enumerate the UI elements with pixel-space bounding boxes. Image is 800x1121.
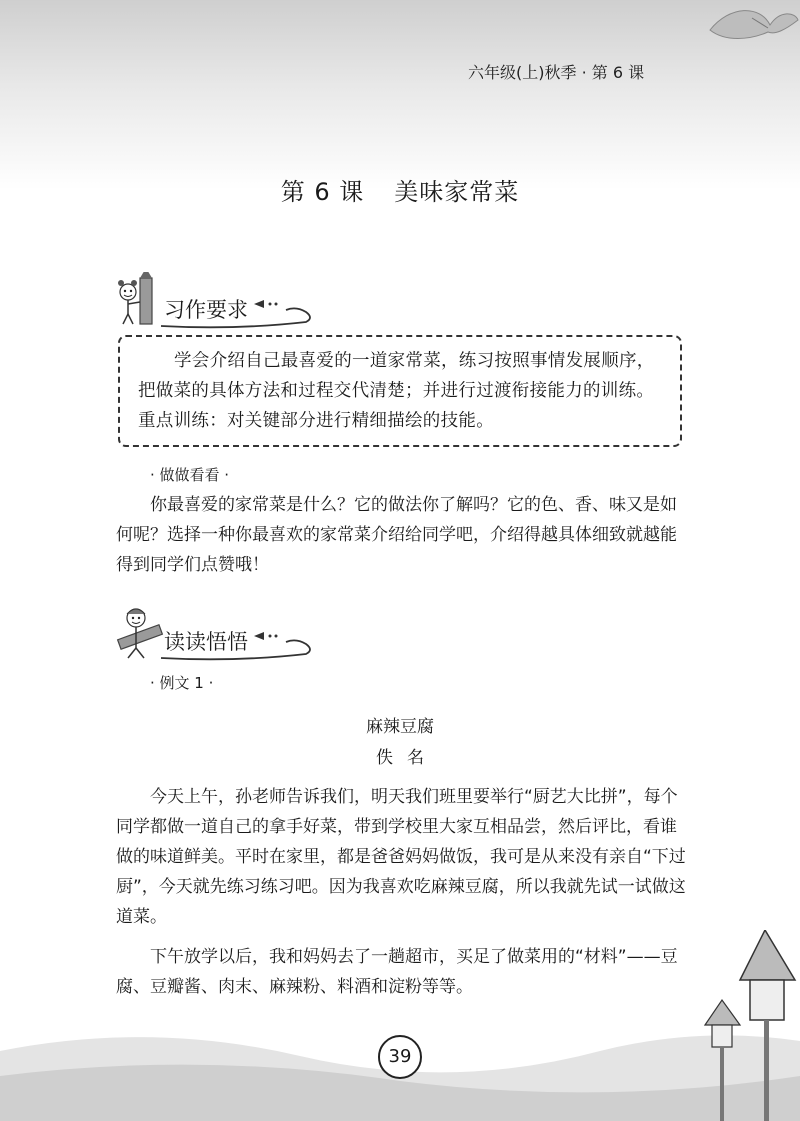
butterfly-icon — [690, 0, 800, 55]
essay-title: 麻辣豆腐 — [366, 717, 434, 737]
section-label-writing: 习作要求 — [164, 298, 248, 322]
essay-paragraph: 今天上午，孙老师告诉我们，明天我们班里要举行“厨艺大比拼”，每个同学都做一道自己的拿手好菜，带到学校里大家互相品尝，然后评比，看谁做的味道鲜美。平时在家里，都是爸爸妈妈做饭，我可是从来没有亲自“下过厨”，今天就先练习练习吧。因为我喜欢吃麻辣豆腐，所以我就先试一试做这道菜。 — [116, 787, 686, 927]
lesson-name: 美味家常菜 — [394, 178, 520, 206]
section-label-reading: 读读悟悟 — [164, 630, 248, 654]
requirement-text: 学会介绍自己最喜爱的一道家常菜，练习按照事情发展顺序，把做菜的具体方法和过程交代清楚；并进行过渡衔接能力的训练。重点训练：对关键部分进行精细描绘的技能。 — [138, 351, 655, 431]
page-number: 39 — [378, 1035, 422, 1079]
essay-author: 佚名 — [376, 748, 438, 768]
try-it-label: · 做做看看 · — [150, 466, 230, 484]
birdhouse-icon — [700, 930, 800, 1121]
essay-paragraph: 下午放学以后，我和妈妈去了一趟超市，买足了做菜用的“材料”——豆腐、豆瓣酱、肉末、麻辣粉、料酒和淀粉等等。 — [116, 947, 678, 997]
section-reading — [116, 618, 316, 668]
section-writing-requirements — [116, 286, 316, 336]
example-label: · 例文 1 · — [150, 674, 214, 692]
lesson-number: 第 6 课 — [280, 178, 365, 206]
try-it-text: 你最喜爱的家常菜是什么？它的做法你了解吗？它的色、香、味又是如何呢？选择一种你最喜欢的家常菜介绍给同学吧，介绍得越具体细致就越能得到同学们点赞哦！ — [116, 495, 677, 575]
lesson-title — [0, 172, 800, 207]
page-header: 六年级(上)秋季 · 第 6 课 — [468, 63, 645, 82]
header-background — [0, 0, 800, 190]
